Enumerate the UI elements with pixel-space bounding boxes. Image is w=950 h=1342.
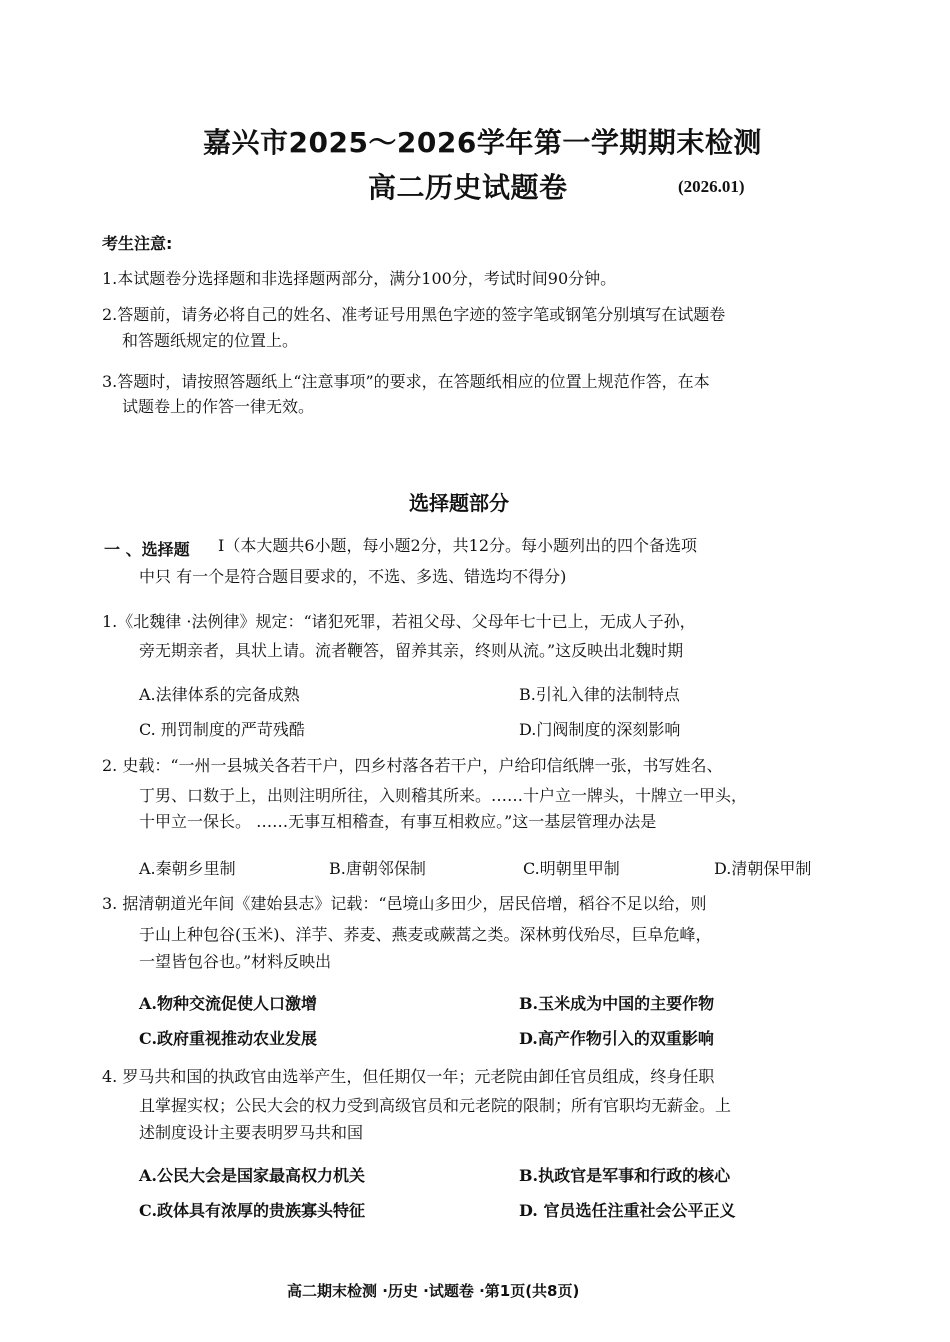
question-1-line-1: 1.《北魏律 ·法例律》规定：“诸犯死罪，若祖父母、父母年七十已上，无成人子孙，	[102, 612, 696, 631]
question-1-option-d[interactable]: D.门阀制度的深刻影响	[519, 720, 681, 739]
section-title: 选择题部分	[409, 491, 509, 515]
question-3-option-b[interactable]: B.玉米成为中国的主要作物	[519, 994, 715, 1013]
question-2-option-a[interactable]: A.秦朝乡里制	[139, 859, 236, 878]
notice-item-1: 1.本试题卷分选择题和非选择题两部分，满分100分，考试时间90分钟。	[102, 269, 617, 288]
question-3-line-1: 3. 据清朝道光年间《建始县志》记载：“邑境山多田少，居民倍增，稻谷不足以给，则	[102, 894, 707, 913]
question-4-line-1: 4. 罗马共和国的执政官由选举产生，但任期仅一年；元老院由卸任官员组成，终身任职	[102, 1067, 715, 1086]
question-4-option-d[interactable]: D. 官员选任注重社会公平正义	[519, 1201, 736, 1220]
question-2-line-3: 十甲立一保长。 ……无事互相稽查，有事互相救应。”这一基层管理办法是	[139, 812, 657, 831]
question-4-line-3: 述制度设计主要表明罗马共和国	[139, 1123, 364, 1142]
question-2-option-c[interactable]: C.明朝里甲制	[523, 859, 620, 878]
question-3-option-a[interactable]: A.物种交流促使人口激增	[139, 994, 317, 1013]
question-1-option-c[interactable]: C. 刑罚制度的严苛残酷	[139, 720, 305, 739]
notice-item-3: 3.答题时，请按照答题纸上“注意事项”的要求，在答题纸相应的位置上规范作答，在本	[102, 372, 710, 391]
paper-title: 高二历史试题卷	[368, 171, 568, 204]
exam-title: 嘉兴市2025～2026学年第一学期期末检测	[203, 126, 762, 159]
question-4-option-b[interactable]: B.执政官是军事和行政的核心	[519, 1166, 731, 1185]
question-2-option-d[interactable]: D.清朝保甲制	[714, 859, 812, 878]
notice-item-3-cont: 试题卷上的作答一律无效。	[122, 397, 315, 416]
question-3-option-c[interactable]: C.政府重视推动农业发展	[139, 1029, 318, 1048]
page-footer: 高二期末检测 ·历史 ·试题卷 ·第1页(共8页)	[287, 1282, 580, 1300]
part-label: 一 、选择题	[104, 540, 190, 559]
question-3-option-d[interactable]: D.高产作物引入的双重影响	[519, 1029, 714, 1048]
question-1-option-a[interactable]: A.法律体系的完备成熟	[139, 685, 300, 704]
question-4-line-2: 且掌握实权；公民大会的权力受到高级官员和元老院的限制；所有官职均无薪金。上	[139, 1096, 732, 1115]
question-2-line-1: 2. 史载：“一州一县城关各若干户，四乡村落各若干户，户给印信纸牌一张，书写姓名、	[102, 756, 723, 775]
question-2-line-2: 丁男、口数于上，出则注明所往，入则稽其所来。……十户立一牌头，十牌立一甲头，	[139, 786, 748, 805]
question-4-option-a[interactable]: A.公民大会是国家最高权力机关	[139, 1166, 365, 1185]
notice-item-2: 2.答题前，请务必将自己的姓名、准考证号用黑色字迹的签字笔或钢笔分别填写在试题卷	[102, 305, 726, 324]
part-description: Ⅰ（本大题共6小题，每小题2分，共12分。每小题列出的四个备选项	[218, 536, 698, 555]
question-3-line-2: 于山上种包谷(玉米)、洋芋、荞麦、燕麦或蕨蒿之类。深林剪伐殆尽，巨阜危峰，	[139, 925, 712, 944]
question-1-line-2: 旁无期亲者，具状上请。流者鞭答，留养其亲，终则从流。”这反映出北魏时期	[139, 641, 684, 660]
notice-item-2-cont: 和答题纸规定的位置上。	[122, 331, 299, 350]
question-1-option-b[interactable]: B.引礼入律的法制特点	[519, 685, 680, 704]
notice-heading: 考生注意:	[102, 234, 173, 253]
part-description-cont: 中只 有一个是符合题目要求的，不选、多选、错选均不得分)	[139, 567, 567, 586]
exam-date: (2026.01)	[678, 177, 745, 196]
question-2-option-b[interactable]: B.唐朝邻保制	[329, 859, 426, 878]
question-4-option-c[interactable]: C.政体具有浓厚的贵族寡头特征	[139, 1201, 366, 1220]
question-3-line-3: 一望皆包谷也。”材料反映出	[139, 952, 332, 971]
